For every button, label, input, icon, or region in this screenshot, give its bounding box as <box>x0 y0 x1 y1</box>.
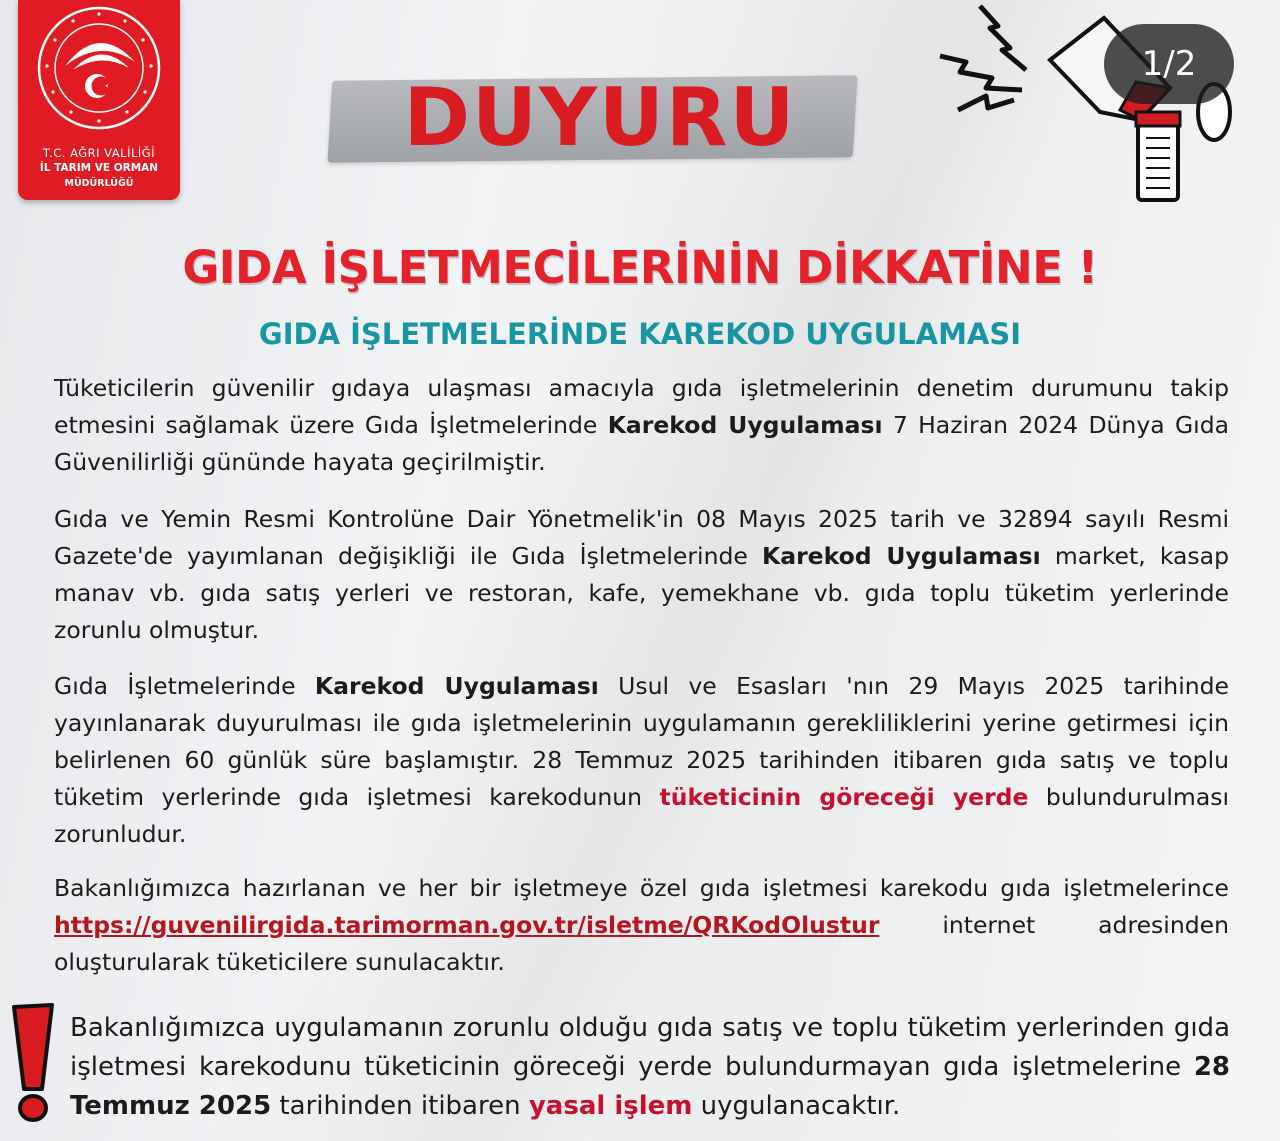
paragraph-3-red-emphasis: tüketicinin göreceği yerde <box>659 783 1029 811</box>
paragraph-1 <box>54 370 1229 481</box>
logo-line-1: T.C. AĞRI VALİLİĞİ <box>42 146 156 160</box>
paragraph-2 <box>54 501 1229 649</box>
paragraph-3-text-a: Gıda İşletmelerinde <box>54 672 315 700</box>
banner-title: DUYURU <box>403 71 797 164</box>
paragraph-3 <box>54 668 1229 853</box>
warning-date: 28 Temmuz 2025 <box>70 1052 1230 1121</box>
paragraph-3-emphasis: Karekod Uygulaması <box>314 672 599 700</box>
warning-text-c: tarihinden itibaren <box>271 1091 529 1121</box>
warning-text-a: Bakanlığımızca uygulamanın zorunlu olduğu gıda satış ve toplu tüketim yerlerinden gıda işletmesi karekodunu tüketicinin göreceği yerde bulundurmayan gıda işletmelerine <box>70 1013 1230 1082</box>
logo-line-2: İL TARIM VE ORMAN <box>39 162 159 174</box>
paragraph-4-text-a: Bakanlığımızca hazırlanan ve her bir işletmeye özel gıda işletmesi karekodu gıda işletmelerince <box>54 874 1229 902</box>
paragraph-1-text-a: Tüketicilerin güvenilir gıdaya ulaşması amacıyla gıda işletmelerinin denetim durumunu takip etmesini sağlamak üzere Gıda İşletmelerinde <box>54 374 1229 439</box>
warning-text-e: uygulanacaktır. <box>692 1091 901 1121</box>
paragraph-2-emphasis: Karekod Uygulaması <box>762 542 1041 570</box>
paragraph-3-text-c: Usul ve Esasları 'nın 29 Mayıs 2025 tarihinde yayınlanarak duyurulması ile gıda işletmelerinin uygulamanın gerekliliklerini yerine getirmesi için belirlenen 60 günlük süre başlamıştır. 28 Temmuz 2025 tarihinden itibaren gıda satış ve toplu tüketim yerlerinde gıda işletmesi karekodunun <box>54 672 1229 811</box>
page-indicator-badge: 1/2 <box>1104 24 1234 104</box>
headline: GIDA İŞLETMECİLERİNİN DİKKATİNE ! <box>182 241 1098 294</box>
warning-legal-action: yasal işlem <box>528 1091 693 1121</box>
exclamation-icon <box>6 1001 58 1125</box>
ministry-logo <box>18 0 180 200</box>
ministry-seal-icon <box>35 4 163 132</box>
paragraph-4-text-c: internet adresinden oluşturularak tüketicilere sunulacaktır. <box>54 911 1229 976</box>
paragraph-3-text-e: bulundurulması zorunludur. <box>54 783 1230 848</box>
paragraph-4 <box>54 870 1229 981</box>
warning-paragraph <box>70 1009 1230 1126</box>
paragraph-2-text-c: market, kasap manav vb. gıda satış yerleri ve restoran, kafe, yemekhane vb. gıda toplu tüketim yerlerinde zorunlu olmuştur. <box>54 542 1229 644</box>
paragraph-1-text-c: 7 Haziran 2024 Dünya Gıda Güvenilirliği gününde hayata geçirilmiştir. <box>54 411 1230 476</box>
paragraph-2-text-a: Gıda ve Yemin Resmi Kontrolüne Dair Yönetmelik'in 08 Mayıs 2025 tarih ve 32894 sayılı Resmi Gazete'de yayımlanan değişikliği ile Gıda İşletmelerinde <box>54 505 1229 570</box>
qr-code-link[interactable]: https://guvenilirgida.tarimorman.gov.tr/isletme/QRKodOlustur <box>54 911 880 939</box>
paragraph-1-emphasis: Karekod Uygulaması <box>607 411 883 439</box>
subheadline: GIDA İŞLETMELERİNDE KAREKOD UYGULAMASI <box>258 317 1022 351</box>
logo-line-3: MÜDÜRLÜĞÜ <box>64 178 134 189</box>
